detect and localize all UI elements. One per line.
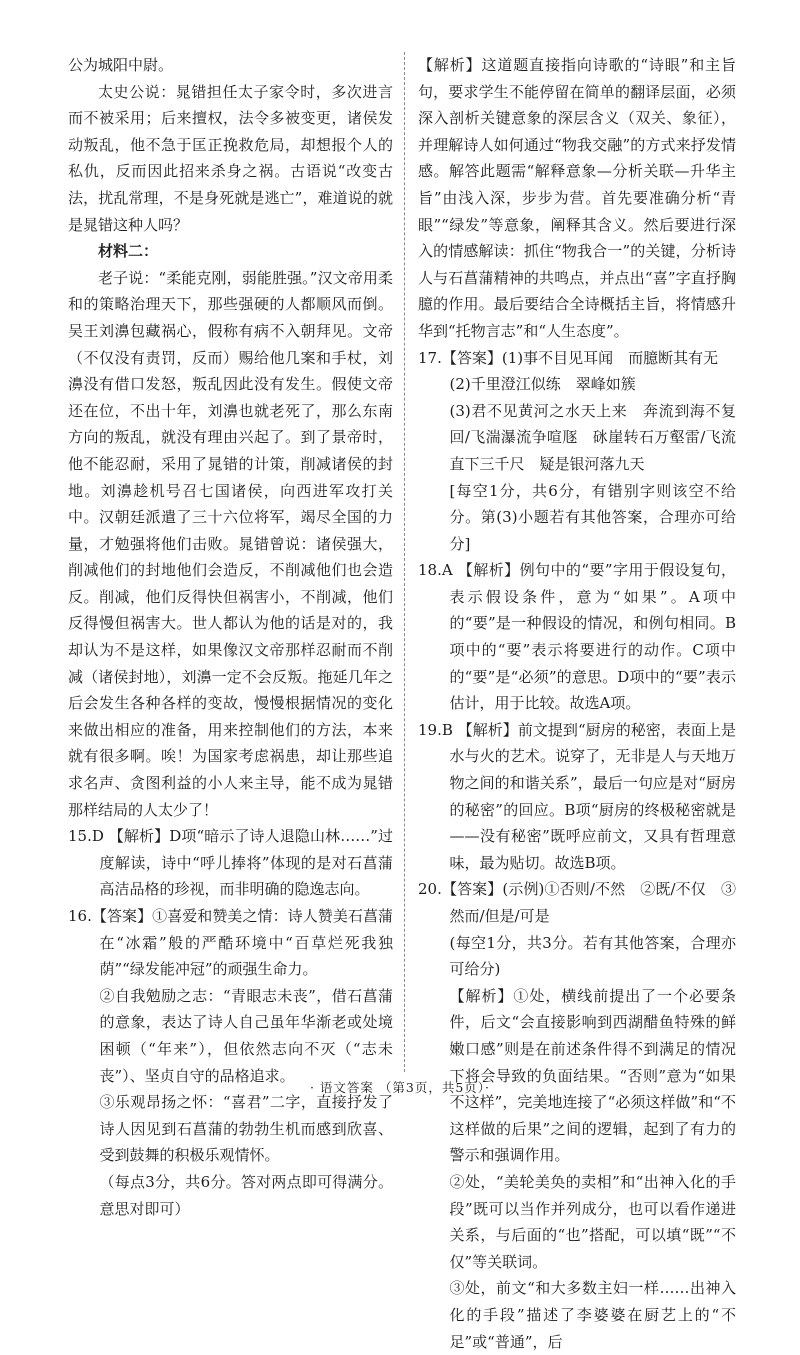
- translation-taishigong: 太史公说：晁错担任太子家令时，多次进言而不被采用；后来擅权，法令多被变更，诸侯发动叛乱，他不急于匡正挽救危局，却想报个人的私仇，反而因此招来杀身之祸。古语说“改变古法，扰乱常理，不是身死就是逃亡”，难道说的就是晁错这种人吗？: [68, 82, 393, 234]
- answer-18: 18.A 【解析】例句中的“要”字用于假设复句，表示假设条件，意为“如果”。A项中的“要”是一种假设的情况，和例句相同。B项中的“要”表示将要进行的动作。C项中的“要”是“必须”的意思。D项中的“要”表示估计，用于比较。故选A项。: [418, 561, 736, 713]
- analysis-20-point-3: ③处，前文“和大多数主妇一样……出神入化的手段”描述了李婆婆在厨艺上的“不足”或“普通”，后: [449, 1279, 736, 1351]
- answer-15: 15.D 【解析】D项“暗示了诗人退隐山林……”过度解读，诗中“呼儿捧将”体现的是对石菖蒲高洁品格的珍视，而非明确的隐逸志向。: [68, 827, 393, 899]
- analysis-20-point-2: ②处，“美轮美奂的卖相”和“出神入化的手段”既可以当作并列成分，也可以看作递进关系，与后面的“也”搭配，可以填“既”“不仅”等关联词。: [449, 1172, 736, 1271]
- analysis-20-point-1: 【解析】①处，横线前提出了一个必要条件，后文“会直接影响到西湖醋鱼特殊的鲜嫩口感”则是在前述条件得不到满足的情况下将会导致的负面结果。“否则”意为“如果不这样”，完美地连接了“必须这样做”和“不这样做的后果”之间的逻辑，起到了有力的警示和强调作用。: [449, 986, 736, 1165]
- material-2-translation: 老子说：“柔能克刚，弱能胜强。”汉文帝用柔和的策略治理天下，那些强硬的人都顺风而倒。吴王刘濞包藏祸心，假称有病不入朝拜见。文帝（不仅没有责罚，反而）赐给他几案和手杖，刘濞没有借口发怒，叛乱因此没有发生。假使文帝还在位，不出十年，刘濞也就老死了，那么东南方向的叛乱，就没有理由兴起了。到了景帝时，他不能忍耐，采用了晁错的计策，削减诸侯的封地。刘濞趁机号召七国诸侯，向西进军攻打关中。汉朝廷派遣了三十六位将军，竭尽全国的力量，才勉强将他们击败。晁错曾说：诸侯强大，削减他们的封地他们会造反，不削减他们也会造反。削减，他们反得快但祸害小，不削减，他们反得慢但祸害大。世人都认为他的话是对的，我却认为不是这样，如果像汉文帝那样忍耐而不削减（诸侯封地），刘濞一定不会反叛。拖延几年之后会发生各种各样的变故，慢慢根据情况的变化来做出相应的准备，用来控制他们的方法，本来就有很多啊。唉！为国家考虑祸患，却让那些追求名声、贪图利益的小人来主导，能不成为晁错那样结局的人太少了！: [68, 268, 393, 819]
- translation-ending: 公为城阳中尉。: [68, 56, 174, 74]
- answer-20: 20.【答案】(示例)①否则/不然 ②既/不仅 ③然而/但是/可是: [418, 880, 736, 925]
- answer-20-scoring: (每空1分，共3分。若有其他答案，合理亦可给分): [449, 933, 736, 979]
- answer-16: 16.【答案】①喜爱和赞美之情：诗人赞美石菖蒲在“冰霜”般的严酷环境中“百草烂死我独荫”“绿发能冲冠”的顽强生命力。: [68, 907, 393, 979]
- answer-17-scoring: [每空1分，共6分，有错别字则该空不给分。第(3)小题若有其他答案，合理亦可给分]: [449, 481, 736, 553]
- column-divider: [404, 52, 405, 1072]
- answer-16-point-3: ③乐观昂扬之怀：“喜君”二字，直接抒发了诗人因见到石菖蒲的勃勃生机而感到欣喜、受到鼓舞的积极乐观情怀。: [99, 1093, 393, 1165]
- right-column: [418, 52, 736, 1355]
- analysis-16: 【解析】这道题直接指向诗歌的“诗眼”和主旨句，要求学生不能停留在简单的翻译层面，必须深入剖析关键意象的深层含义（双关、象征），并理解诗人如何通过“物我交融”的方式来抒发情感。解答此题需“解释意象—分析关联—升华主旨”由浅入深，步步为营。首先要准确分析“青眼”“绿发”等意象，阐释其含义。然后要进行深入的情感解读：抓住“物我合一”的关键，分析诗人与石菖蒲精神的共鸣点，并点出“喜”字直抒胸臆的作用。最后要结合全诗概括主旨，将情感升华到“托物言志”和“人生态度”。: [418, 56, 736, 340]
- answer-17-part-2: (2)千里澄江似练 翠峰如簇: [449, 375, 636, 394]
- answer-17-part-3: (3)君不见黄河之水天上来 奔流到海不复回/飞湍瀑流争喧豗 砯崖转石万壑雷/飞流直下三千尺 疑是银河落九天: [449, 401, 736, 473]
- material-2-heading: 材料二：: [98, 242, 159, 261]
- page-footer: · 语文答案 （第3页，共5页）·: [309, 1080, 491, 1095]
- answer-17: 17.【答案】(1)事不目见耳闻 而臆断其有无: [418, 348, 719, 367]
- answer-19: 19.B 【解析】前文提到“厨房的秘密，表面上是水与火的艺术。说穿了，无非是人与天地万物之间的和谐关系”，最后一句应是对“厨房的秘密”的回应。B项“厨房的终极秘密就是——没有秘密”既呼应前文，又具有哲理意味，最为贴切。故选B项。: [418, 720, 736, 872]
- answer-16-point-2: ②自我勉励之志：“青眼志未丧”，借石菖蒲的意象，表达了诗人自己虽年华渐老或处境困顿（“年来”），但依然志向不灭（“志未丧”）、坚贞自守的品格追求。: [99, 986, 393, 1085]
- left-column: [68, 52, 393, 1222]
- answer-16-scoring: （每点3分，共6分。答对两点即可得满分。意思对即可）: [99, 1172, 393, 1218]
